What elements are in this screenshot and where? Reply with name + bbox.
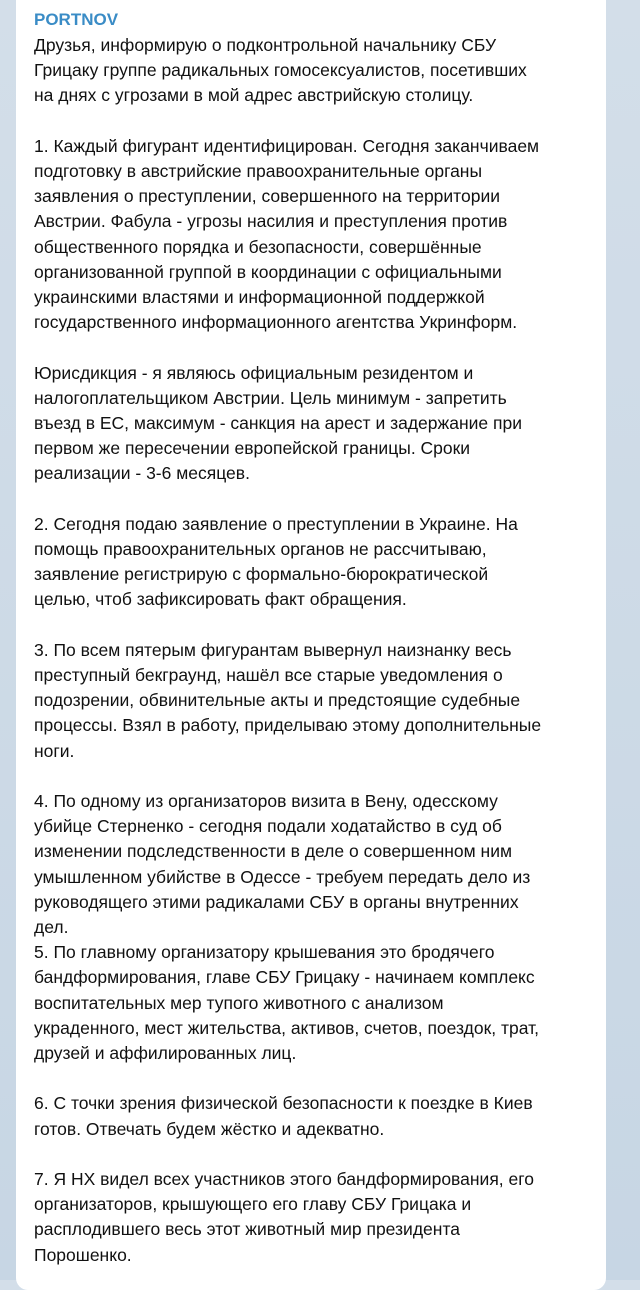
message-paragraph-4: 4. По одному из организаторов визита в Вену, одесскому убийце Стерненко - сегодня подали ходатайство в суд об изменении подследственности в деле о совершенном ним умышленном убийстве в Одессе - требуем передать дело из руководящего этими радикалами СБУ в органы внутренних дел. — [34, 791, 531, 938]
message-paragraph-jurisdiction: Юрисдикция - я являюсь официальным резидентом и налогоплательщиком Австрии. Цель минимум - запретить въезд в ЕС, максимум - санкция на арест и задержание при первом же пересечении европейской границы. Сроки реализации - 3-6 месяцев. — [34, 362, 522, 484]
message-paragraph-2: 2. Сегодня подаю заявление о преступлении в Украине. На помощь правоохранительных органов не рассчитываю, заявление регистрирую с формально-бюрократической целью, чтоб зафиксировать факт обращения. — [34, 513, 518, 610]
message-paragraph-7: 7. Я НХ видел всех участников этого бандформирования, его организаторов, крышующего его главу СБУ Грицака и расплодившего весь этот животный мир президента Порошенко. — [34, 1169, 534, 1265]
paragraph-gap — [34, 487, 592, 512]
message-text — [34, 33, 592, 1268]
paragraph-gap — [34, 764, 592, 789]
message-paragraph-intro: Друзья, информирую о подконтрольной начальнику СБУ Грицаку группе радикальных гомосексуалистов, посетивших на днях с угрозами в мой адрес австрийскую столицу. — [34, 35, 527, 106]
message-paragraph-3: 3. По всем пятерым фигурантам вывернул наизнанку весь преступный бекграунд, нашёл все старые уведомления о подозрении, обвинительные акты и предстоящие судебные процессы. Взял в работу, приделываю этому дополнительные ноги. — [34, 639, 542, 761]
paragraph-gap — [34, 109, 592, 134]
message-paragraph-1: 1. Каждый фигурант идентифицирован. Сегодня заканчиваем подготовку в австрийские правоохранительные органы заявления о преступлении, совершенного на территории Австрии. Фабула - угрозы насилия и преступления против общественного порядка и безопасности, совершённые организованной группой в координации с официальными украинскими властями и информационной поддержкой государственного информационного агентства Укринформ. — [34, 135, 540, 333]
paragraph-gap — [34, 613, 592, 638]
message-bubble — [16, 0, 606, 1290]
paragraph-gap — [34, 1142, 592, 1167]
message-paragraph-5: 5. По главному организатору крышевания это бродячего бандформирования, главе СБУ Грицаку - начинаем комплекс воспитательных мер тупого животного с анализом украденного, мест жительства, активов, счетов, поездок, трат, друзей и аффилированных лиц. — [34, 942, 540, 1064]
message-paragraph-6: 6. С точки зрения физической безопасности к поездке в Киев готов. Отвечать будем жёстко и адекватно. — [34, 1093, 533, 1139]
paragraph-gap — [34, 335, 592, 360]
paragraph-gap — [34, 1066, 592, 1091]
sender-name[interactable]: PORTNOV — [34, 10, 119, 29]
